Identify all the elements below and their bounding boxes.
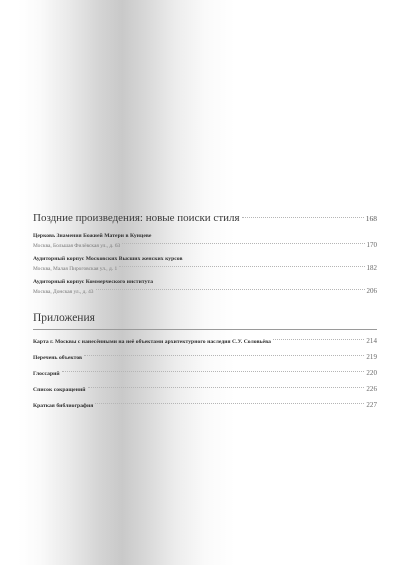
entry-title: Перечень объектов — [33, 355, 83, 361]
toc-entry — [33, 337, 377, 345]
entry-title-line — [33, 401, 377, 409]
section-title-appendices — [33, 312, 377, 324]
dot-leader — [96, 289, 365, 290]
section-divider — [33, 329, 377, 330]
toc-entry — [33, 385, 377, 393]
entry-title: Карта г. Москвы с нанесёнными на неё объектами архитектурного наследия С.У. Соловьёва — [33, 339, 272, 345]
section-title-text: Поздние произведения: новые поиски стиля — [33, 212, 240, 224]
dot-leader — [84, 355, 364, 356]
page-number: 219 — [366, 353, 377, 361]
page-number: 227 — [366, 401, 377, 409]
table-of-contents — [33, 212, 377, 417]
entry-title-line — [33, 337, 377, 345]
section-title-text: Приложения — [33, 312, 95, 324]
entry-address-line — [33, 287, 377, 295]
dot-leader — [242, 217, 364, 218]
toc-entry — [33, 401, 377, 409]
entry-title-line — [33, 233, 377, 239]
entry-title-line — [33, 369, 377, 377]
entry-title: Краткая библиография — [33, 403, 94, 409]
section-title-late-works — [33, 212, 377, 224]
page-number: 182 — [366, 264, 377, 272]
dot-leader — [122, 243, 364, 244]
entry-title-line — [33, 256, 377, 262]
toc-entry — [33, 279, 377, 295]
dot-leader — [62, 371, 365, 372]
entry-title: Список сокращений — [33, 387, 86, 393]
toc-entry — [33, 233, 377, 249]
dot-leader — [273, 339, 364, 340]
page-number: 220 — [366, 369, 377, 377]
page-number: 214 — [366, 337, 377, 345]
entry-title: Аудиторный корпус Московских Высших женских курсов — [33, 256, 183, 262]
page-number: 170 — [366, 241, 377, 249]
entry-address: Москва, Малая Пироговская ул., д. 1 — [33, 266, 118, 272]
entry-title-line — [33, 353, 377, 361]
entry-address-line — [33, 241, 377, 249]
dot-leader — [119, 266, 364, 267]
toc-entry — [33, 353, 377, 361]
entry-address: Москва, Донская ул., д. 43 — [33, 289, 94, 295]
toc-entry — [33, 256, 377, 272]
dot-leader — [88, 387, 365, 388]
page-number: 206 — [366, 287, 377, 295]
dot-leader — [95, 403, 364, 404]
toc-entry — [33, 369, 377, 377]
page-number: 226 — [366, 385, 377, 393]
page-number: 168 — [365, 214, 377, 223]
entry-address: Москва, Большая Филёвская ул., д. 63 — [33, 243, 121, 249]
entry-address-line — [33, 264, 377, 272]
entry-title: Церковь Знамения Божией Матери в Кунцеве — [33, 233, 152, 239]
entry-title: Глоссарий — [33, 371, 60, 377]
entry-title-line — [33, 385, 377, 393]
entry-title-line — [33, 279, 377, 285]
entry-title: Аудиторный корпус Коммерческого института — [33, 279, 154, 285]
